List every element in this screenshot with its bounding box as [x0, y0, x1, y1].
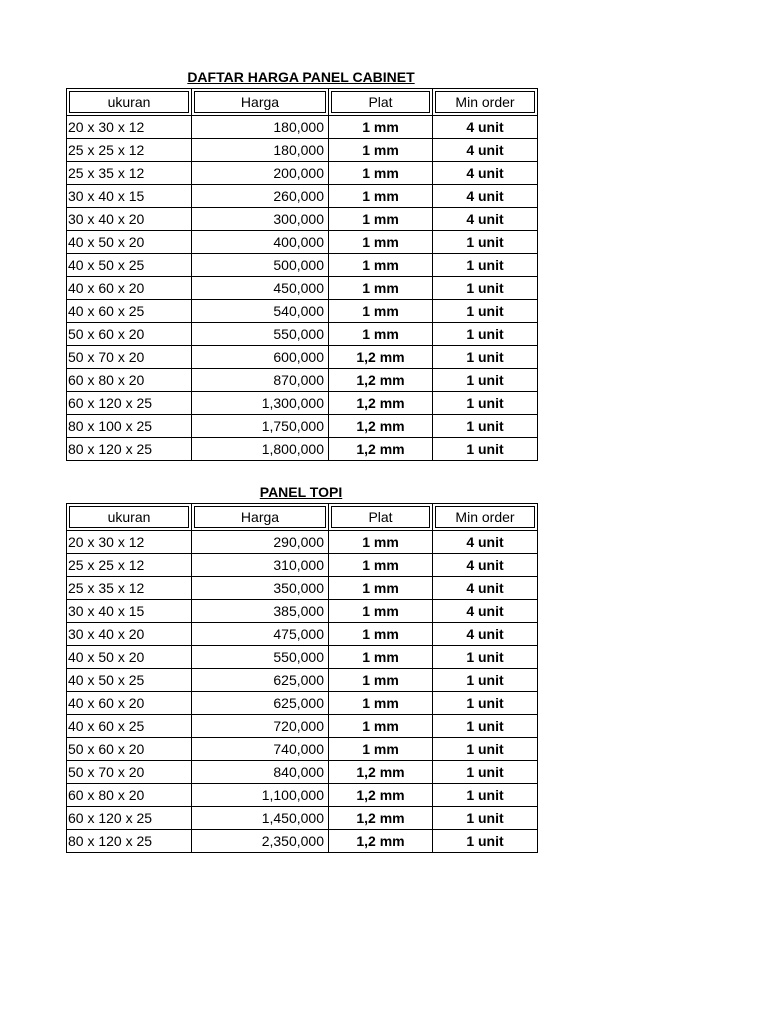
table-row [67, 323, 538, 346]
header-row [67, 504, 538, 531]
cell-plat: 1 mm [329, 208, 433, 231]
cell-plat: 1,2 mm [329, 369, 433, 392]
cell-ukuran: 25 x 35 x 12 [67, 162, 192, 185]
cell-harga: 600,000 [192, 346, 329, 369]
cell-harga: 740,000 [192, 738, 329, 761]
cell-harga: 475,000 [192, 623, 329, 646]
table-row [67, 577, 538, 600]
cell-plat: 1 mm [329, 623, 433, 646]
cell-min-order: 1 unit [433, 346, 538, 369]
cell-ukuran: 40 x 50 x 20 [67, 646, 192, 669]
cell-ukuran: 40 x 50 x 25 [67, 669, 192, 692]
cell-ukuran: 40 x 60 x 25 [67, 300, 192, 323]
cell-min-order: 1 unit [433, 715, 538, 738]
table-row [67, 300, 538, 323]
cell-ukuran: 40 x 50 x 20 [67, 231, 192, 254]
cell-harga: 1,450,000 [192, 807, 329, 830]
cell-plat: 1 mm [329, 162, 433, 185]
cell-harga: 200,000 [192, 162, 329, 185]
cell-harga: 1,100,000 [192, 784, 329, 807]
cell-ukuran: 30 x 40 x 20 [67, 623, 192, 646]
cell-min-order: 1 unit [433, 761, 538, 784]
cell-harga: 1,750,000 [192, 415, 329, 438]
cell-plat: 1 mm [329, 577, 433, 600]
table-row [67, 346, 538, 369]
cell-harga: 840,000 [192, 761, 329, 784]
cell-harga: 450,000 [192, 277, 329, 300]
cell-plat: 1 mm [329, 277, 433, 300]
price-table-panel-topi [66, 503, 538, 853]
table-row [67, 784, 538, 807]
cell-min-order: 1 unit [433, 277, 538, 300]
cell-plat: 1 mm [329, 185, 433, 208]
table-row [67, 761, 538, 784]
cell-harga: 1,300,000 [192, 392, 329, 415]
table-row [67, 623, 538, 646]
cell-ukuran: 80 x 100 x 25 [67, 415, 192, 438]
cell-min-order: 4 unit [433, 139, 538, 162]
cell-ukuran: 50 x 60 x 20 [67, 738, 192, 761]
cell-min-order: 4 unit [433, 116, 538, 139]
cell-plat: 1,2 mm [329, 346, 433, 369]
column-header-min-order: Min order [433, 504, 538, 531]
cell-harga: 400,000 [192, 231, 329, 254]
cell-ukuran: 40 x 60 x 20 [67, 277, 192, 300]
table-row [67, 692, 538, 715]
cell-ukuran: 50 x 60 x 20 [67, 323, 192, 346]
cell-harga: 625,000 [192, 692, 329, 715]
cell-harga: 870,000 [192, 369, 329, 392]
table-row [67, 369, 538, 392]
cell-harga: 310,000 [192, 554, 329, 577]
cell-min-order: 1 unit [433, 300, 538, 323]
cell-ukuran: 25 x 35 x 12 [67, 577, 192, 600]
cell-min-order: 4 unit [433, 531, 538, 554]
cell-plat: 1 mm [329, 139, 433, 162]
cell-min-order: 1 unit [433, 392, 538, 415]
price-table-panel-cabinet [66, 88, 538, 461]
cell-ukuran: 40 x 60 x 20 [67, 692, 192, 715]
column-header-ukuran: ukuran [67, 504, 192, 531]
cell-ukuran: 40 x 60 x 25 [67, 715, 192, 738]
table-row [67, 208, 538, 231]
cell-min-order: 1 unit [433, 323, 538, 346]
cell-min-order: 1 unit [433, 830, 538, 853]
cell-min-order: 4 unit [433, 600, 538, 623]
cell-plat: 1 mm [329, 646, 433, 669]
cell-ukuran: 50 x 70 x 20 [67, 761, 192, 784]
cell-harga: 625,000 [192, 669, 329, 692]
cell-ukuran: 60 x 80 x 20 [67, 369, 192, 392]
cell-ukuran: 25 x 25 x 12 [67, 554, 192, 577]
cell-harga: 300,000 [192, 208, 329, 231]
section-title-text: DAFTAR HARGA PANEL CABINET [187, 69, 415, 85]
cell-min-order: 1 unit [433, 415, 538, 438]
cell-ukuran: 20 x 30 x 12 [67, 116, 192, 139]
cell-plat: 1,2 mm [329, 392, 433, 415]
column-header-min-order: Min order [433, 89, 538, 116]
cell-ukuran: 30 x 40 x 15 [67, 185, 192, 208]
cell-min-order: 1 unit [433, 692, 538, 715]
cell-plat: 1,2 mm [329, 784, 433, 807]
cell-harga: 720,000 [192, 715, 329, 738]
cell-ukuran: 60 x 120 x 25 [67, 807, 192, 830]
cell-plat: 1 mm [329, 600, 433, 623]
column-header-ukuran: ukuran [67, 89, 192, 116]
cell-harga: 180,000 [192, 116, 329, 139]
cell-ukuran: 30 x 40 x 15 [67, 600, 192, 623]
cell-ukuran: 50 x 70 x 20 [67, 346, 192, 369]
table-row [67, 715, 538, 738]
cell-plat: 1 mm [329, 715, 433, 738]
cell-min-order: 1 unit [433, 646, 538, 669]
cell-harga: 550,000 [192, 646, 329, 669]
cell-ukuran: 25 x 25 x 12 [67, 139, 192, 162]
table-row [67, 415, 538, 438]
table-row [67, 185, 538, 208]
cell-harga: 350,000 [192, 577, 329, 600]
table-row [67, 531, 538, 554]
cell-ukuran: 60 x 80 x 20 [67, 784, 192, 807]
cell-min-order: 4 unit [433, 208, 538, 231]
cell-harga: 180,000 [192, 139, 329, 162]
cell-plat: 1 mm [329, 531, 433, 554]
cell-min-order: 1 unit [433, 254, 538, 277]
cell-harga: 540,000 [192, 300, 329, 323]
cell-ukuran: 60 x 120 x 25 [67, 392, 192, 415]
cell-harga: 2,350,000 [192, 830, 329, 853]
cell-plat: 1,2 mm [329, 807, 433, 830]
cell-plat: 1 mm [329, 738, 433, 761]
cell-plat: 1 mm [329, 669, 433, 692]
cell-harga: 385,000 [192, 600, 329, 623]
cell-ukuran: 20 x 30 x 12 [67, 531, 192, 554]
cell-min-order: 4 unit [433, 554, 538, 577]
table-row [67, 830, 538, 853]
table-row [67, 392, 538, 415]
header-row [67, 89, 538, 116]
table-row [67, 139, 538, 162]
column-header-harga: Harga [192, 89, 329, 116]
section-title-text: PANEL TOPI [259, 484, 343, 500]
cell-plat: 1 mm [329, 323, 433, 346]
cell-plat: 1,2 mm [329, 438, 433, 461]
cell-min-order: 1 unit [433, 738, 538, 761]
cell-plat: 1 mm [329, 300, 433, 323]
cell-ukuran: 40 x 50 x 25 [67, 254, 192, 277]
table-row [67, 116, 538, 139]
cell-harga: 500,000 [192, 254, 329, 277]
cell-ukuran: 80 x 120 x 25 [67, 830, 192, 853]
cell-min-order: 1 unit [433, 369, 538, 392]
column-header-plat: Plat [329, 89, 433, 116]
cell-min-order: 4 unit [433, 185, 538, 208]
section-title-panel-cabinet [66, 68, 536, 86]
cell-min-order: 1 unit [433, 231, 538, 254]
table-row [67, 438, 538, 461]
cell-plat: 1 mm [329, 692, 433, 715]
table-body [67, 531, 538, 853]
cell-min-order: 4 unit [433, 623, 538, 646]
cell-min-order: 1 unit [433, 438, 538, 461]
cell-plat: 1,2 mm [329, 830, 433, 853]
cell-min-order: 1 unit [433, 807, 538, 830]
table-row [67, 646, 538, 669]
table-row [67, 600, 538, 623]
cell-min-order: 1 unit [433, 784, 538, 807]
table-header [67, 89, 538, 116]
cell-min-order: 1 unit [433, 669, 538, 692]
table-body [67, 116, 538, 461]
cell-plat: 1,2 mm [329, 415, 433, 438]
table-row [67, 277, 538, 300]
cell-harga: 1,800,000 [192, 438, 329, 461]
cell-plat: 1 mm [329, 554, 433, 577]
section-title-panel-topi [66, 483, 536, 501]
column-header-plat: Plat [329, 504, 433, 531]
table-row [67, 554, 538, 577]
table-row [67, 807, 538, 830]
table-row [67, 231, 538, 254]
cell-ukuran: 30 x 40 x 20 [67, 208, 192, 231]
cell-plat: 1 mm [329, 231, 433, 254]
cell-plat: 1 mm [329, 116, 433, 139]
table-header [67, 504, 538, 531]
cell-min-order: 4 unit [433, 577, 538, 600]
cell-ukuran: 80 x 120 x 25 [67, 438, 192, 461]
column-header-harga: Harga [192, 504, 329, 531]
cell-min-order: 4 unit [433, 162, 538, 185]
table-row [67, 162, 538, 185]
cell-plat: 1 mm [329, 254, 433, 277]
cell-harga: 550,000 [192, 323, 329, 346]
table-row [67, 254, 538, 277]
cell-harga: 290,000 [192, 531, 329, 554]
table-row [67, 669, 538, 692]
cell-harga: 260,000 [192, 185, 329, 208]
table-row [67, 738, 538, 761]
cell-plat: 1,2 mm [329, 761, 433, 784]
